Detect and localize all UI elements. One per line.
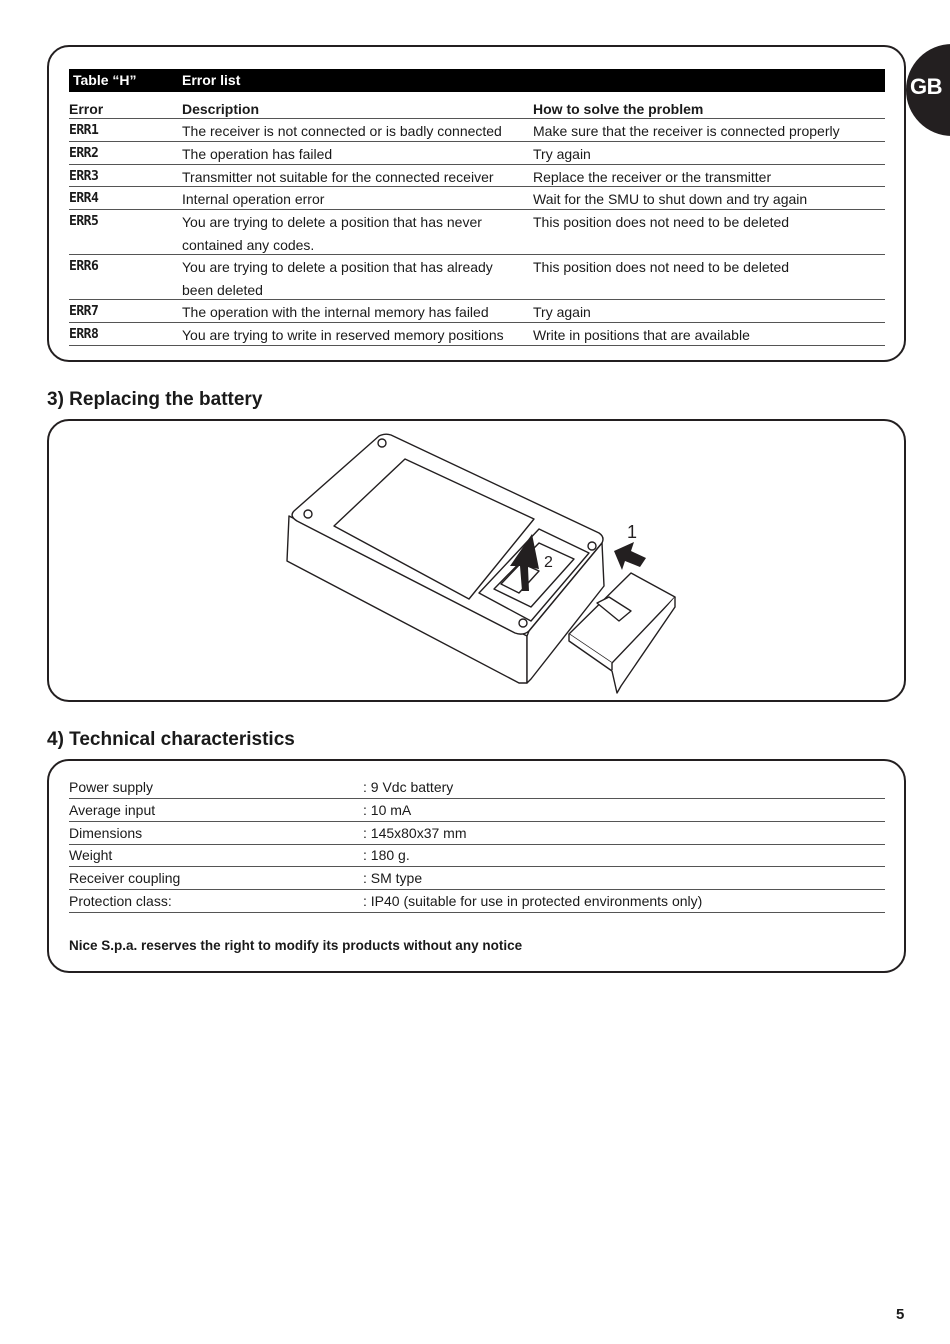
spec-value: : 145x80x37 mm (363, 825, 467, 841)
table-row (69, 799, 885, 822)
step-2-label: 2 (544, 554, 553, 571)
spec-label: Power supply (69, 779, 154, 795)
table-row (69, 165, 885, 187)
col-description-header: Description (182, 101, 260, 117)
spec-value: : 10 mA (363, 802, 412, 818)
page-number: 5 (896, 1306, 905, 1323)
error-table-column-headers (69, 99, 885, 119)
table-row (69, 890, 885, 913)
error-description: You are trying to write in reserved memory positions (182, 327, 504, 343)
battery-section-title: 3) Replacing the battery (47, 389, 263, 410)
error-description: Internal operation error (182, 191, 325, 207)
rights-notice: Nice S.p.a. reserves the right to modify its products without any notice (69, 938, 523, 953)
error-solution: Wait for the SMU to shut down and try again (533, 191, 808, 207)
spec-value: : 9 Vdc battery (363, 779, 454, 795)
error-code: ERR4 (69, 191, 99, 206)
error-description: The receiver is not connected or is badly connected (182, 123, 502, 139)
table-row (69, 187, 885, 210)
error-solution: Replace the receiver or the transmitter (533, 169, 772, 185)
tech-section-title: 4) Technical characteristics (47, 729, 295, 750)
tech-characteristics-box (47, 759, 906, 973)
error-solution: Try again (533, 304, 591, 320)
error-description: The operation has failed (182, 146, 333, 162)
spec-label: Average input (69, 802, 156, 818)
table-row (69, 142, 885, 165)
error-code: ERR8 (69, 327, 99, 342)
error-description: The operation with the internal memory has failed (182, 304, 489, 320)
table-row (69, 300, 885, 323)
error-solution: This position does not need to be deleted (533, 259, 790, 275)
error-list-box (47, 45, 906, 362)
table-row (69, 822, 885, 845)
error-code: ERR1 (69, 123, 99, 138)
error-solution: Make sure that the receiver is connected properly (533, 123, 840, 139)
error-solution: This position does not need to be deleted (533, 214, 790, 230)
error-description: You are trying to delete a position that has never contained any codes. (182, 214, 482, 253)
error-description: You are trying to delete a position that has already been deleted (182, 259, 493, 298)
col-solution-header: How to solve the problem (533, 101, 704, 117)
table-label: Table “H” (73, 72, 137, 88)
error-code: ERR7 (69, 304, 99, 319)
spec-value: : SM type (363, 870, 423, 886)
battery-illustration-box (47, 419, 906, 702)
error-code: ERR3 (69, 169, 99, 184)
error-solution: Try again (533, 146, 591, 162)
language-tab (906, 44, 950, 136)
error-table-header (69, 69, 885, 92)
spec-label: Weight (69, 847, 113, 863)
error-code: ERR5 (69, 214, 99, 229)
spec-value: : 180 g. (363, 847, 410, 863)
table-row (69, 323, 885, 346)
error-code: ERR2 (69, 146, 99, 161)
table-title: Error list (182, 72, 241, 88)
error-solution: Write in positions that are available (533, 327, 750, 343)
step-1-label: 1 (627, 522, 638, 542)
col-error-header: Error (69, 101, 104, 117)
spec-value: : IP40 (suitable for use in protected environments only) (363, 893, 703, 909)
table-row (69, 210, 885, 255)
language-tab-label: GB (910, 74, 942, 99)
spec-label: Receiver coupling (69, 870, 181, 886)
spec-label: Protection class: (69, 893, 172, 909)
error-code: ERR6 (69, 259, 99, 274)
table-row (69, 867, 885, 890)
table-row (69, 776, 885, 799)
battery-replacement-illustration (49, 421, 904, 700)
table-row (69, 119, 885, 142)
spec-label: Dimensions (69, 825, 143, 841)
table-row (69, 844, 885, 867)
error-description: Transmitter not suitable for the connected receiver (182, 169, 494, 185)
table-row (69, 255, 885, 300)
